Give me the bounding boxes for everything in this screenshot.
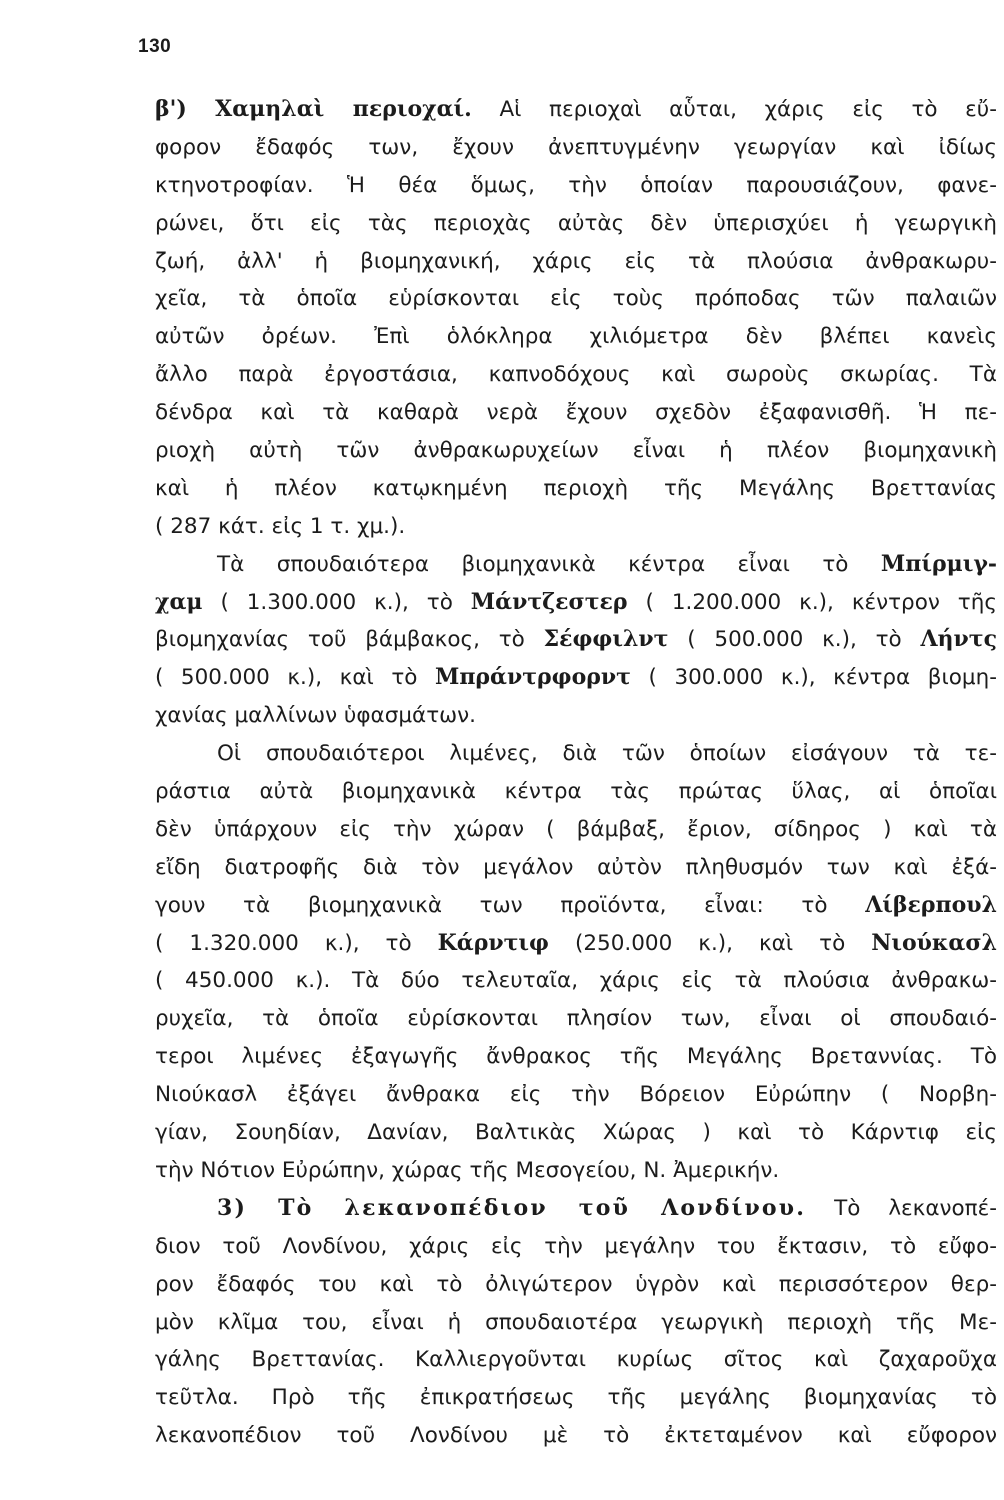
text-run: ζωή, ἀλλ' ἡ βιομηχανική, χάρις εἰς τὰ πλούσια ἀνθρακωρυ- bbox=[155, 248, 997, 274]
bold-term: χαμ bbox=[155, 588, 203, 615]
bold-term: Νιούκασλ bbox=[871, 929, 997, 956]
bold-term: Μπίρμιγ- bbox=[880, 550, 997, 577]
text-run: φορον ἔδαφός των, ἔχουν ἀνεπτυγμένην γεωργίαν καὶ ἰδίως bbox=[155, 134, 997, 160]
text-run: χανίας μαλλίνων ὑφασμάτων. bbox=[155, 703, 476, 729]
text-line bbox=[155, 1228, 997, 1266]
text-line bbox=[155, 280, 997, 318]
text-run: (250.000 κ.), καὶ τὸ bbox=[548, 930, 872, 956]
text-line bbox=[155, 584, 997, 622]
text-run: ριοχὴ αὐτὴ τῶν ἀνθρακωρυχείων εἶναι ἡ πλέον βιομηχανικὴ bbox=[155, 438, 997, 464]
text-run: ( 500.000 κ.), καὶ τὸ bbox=[155, 665, 435, 691]
page-number: 130 bbox=[138, 36, 172, 57]
text-line bbox=[155, 849, 997, 887]
text-line bbox=[155, 925, 997, 963]
text-line bbox=[155, 697, 997, 735]
text-line bbox=[155, 1190, 997, 1228]
text-line bbox=[155, 1417, 997, 1455]
text-run: κτηνοτροφίαν. Ἡ θέα ὅμως, τὴν ὁποίαν παρουσιάζουν, φανε- bbox=[155, 172, 997, 198]
text-run: ἄλλο παρὰ ἐργοστάσια, καπνοδόχους καὶ σωροὺς σκωρίας. Τὰ bbox=[155, 362, 997, 388]
bold-term: Λίβερπουλ bbox=[865, 891, 997, 918]
text-line bbox=[155, 811, 997, 849]
text-run: τεῦτλα. Πρὸ τῆς ἐπικρατήσεως τῆς μεγάλης βιομηχανίας τὸ bbox=[155, 1385, 997, 1411]
text-run: γουν τὰ βιομηχανικὰ των προϊόντα, εἶναι: τὸ bbox=[155, 892, 866, 918]
text-line bbox=[155, 167, 997, 205]
text-line bbox=[155, 1152, 997, 1190]
bold-term: Μπράντρφορντ bbox=[434, 664, 631, 691]
text-run: ( 500.000 κ.), τὸ bbox=[668, 627, 921, 653]
text-run: λεκανοπέδιον τοῦ Λονδίνου μὲ τὸ ἐκτεταμένον καὶ εὔφορον bbox=[155, 1423, 997, 1449]
text-run: δὲν ὑπάρχουν εἰς τὴν χώραν ( βάμβαξ, ἔριον, σίδηρος ) καὶ τὰ bbox=[155, 816, 997, 842]
text-run: τὴν Νότιον Εὐρώπην, χώρας τῆς Μεσογείου, Ν. Ἀμερικήν. bbox=[155, 1157, 780, 1183]
text-line bbox=[155, 962, 997, 1000]
bold-term: Μάντζεστερ bbox=[470, 588, 628, 615]
body-text bbox=[155, 91, 997, 1455]
text-line bbox=[155, 1379, 997, 1417]
text-line bbox=[155, 1341, 997, 1379]
text-run: μὸν κλῖμα του, εἶναι ἡ σπουδαιοτέρα γεωργικὴ περιοχὴ τῆς Με- bbox=[155, 1309, 997, 1335]
bold-term: Λήντς bbox=[920, 626, 997, 653]
text-run: ( 1.300.000 κ.), τὸ bbox=[202, 589, 471, 615]
text-run: ( 450.000 κ.). Τὰ δύο τελευταῖα, χάρις εἰς τὰ πλούσια ἀνθρακω- bbox=[155, 968, 997, 994]
text-run: ( 287 κάτ. εἰς 1 τ. χμ.). bbox=[155, 513, 406, 539]
text-run: Αἱ περιοχαὶ αὗται, χάρις εἰς τὸ εὔ- bbox=[471, 97, 997, 122]
text-run: ρώνει, ὅτι εἰς τὰς περιοχὰς αὐτὰς δὲν ὑπερισχύει ἡ γεωργικὴ bbox=[155, 210, 997, 236]
bold-term: β') Χαμηλαὶ περιοχαί. bbox=[155, 96, 472, 122]
text-run: καὶ ἡ πλέον κατῳκημένη περιοχὴ τῆς Μεγάλης Βρεττανίας bbox=[155, 475, 997, 501]
text-line bbox=[155, 129, 997, 167]
text-line bbox=[155, 1266, 997, 1304]
text-run: Νιούκασλ ἐξάγει ἄνθρακα εἰς τὴν Βόρειον Εὐρώπην ( Νορβη- bbox=[155, 1082, 997, 1108]
text-line bbox=[155, 887, 997, 925]
text-run: ( 1.200.000 κ.), κέντρον τῆς bbox=[627, 589, 997, 615]
text-run: ( 1.320.000 κ.), τὸ bbox=[155, 930, 438, 956]
text-line bbox=[155, 1114, 997, 1152]
text-run: χεῖα, τὰ ὁποῖα εὑρίσκονται εἰς τοὺς πρόποδας τῶν παλαιῶν bbox=[155, 286, 997, 312]
section-heading: 3) Τὸ λεκανοπέδιον τοῦ Λονδίνου. bbox=[217, 1194, 807, 1221]
text-line bbox=[155, 1000, 997, 1038]
text-run: εἴδη διατροφῆς διὰ τὸν μεγάλον αὐτὸν πληθυσμόν των καὶ ἐξά- bbox=[155, 854, 997, 880]
text-line bbox=[155, 318, 997, 356]
text-run: ράστια αὐτὰ βιομηχανικὰ κέντρα τὰς πρώτας ὕλας, αἱ ὁποῖαι bbox=[155, 779, 997, 805]
text-run: ρυχεῖα, τὰ ὁποῖα εὑρίσκονται πλησίον των, εἶναι οἱ σπουδαιό- bbox=[155, 1006, 997, 1032]
text-line bbox=[155, 659, 997, 697]
text-run: ρον ἔδαφός του καὶ τὸ ὀλιγώτερον ὑγρὸν καὶ περισσότερον θερ- bbox=[155, 1271, 997, 1297]
text-run: Τὰ σπουδαιότερα βιομηχανικὰ κέντρα εἶναι τὸ bbox=[217, 551, 881, 577]
text-line bbox=[155, 621, 997, 659]
text-line bbox=[155, 546, 997, 584]
text-line bbox=[155, 205, 997, 243]
text-run: τεροι λιμένες ἐξαγωγῆς ἄνθρακος τῆς Μεγάλης Βρεταννίας. Τὸ bbox=[155, 1044, 997, 1070]
text-run: Οἱ σπουδαιότεροι λιμένες, διὰ τῶν ὁποίων εἰσάγουν τὰ τε- bbox=[217, 741, 997, 767]
text-run: διον τοῦ Λονδίνου, χάρις εἰς τὴν μεγάλην του ἔκτασιν, τὸ εὔφο- bbox=[155, 1233, 997, 1259]
text-run: γίαν, Σουηδίαν, Δανίαν, Βαλτικὰς Χώρας ) καὶ τὸ Κάρντιφ εἰς bbox=[155, 1120, 997, 1146]
text-run: Τὸ λεκανοπέ- bbox=[806, 1195, 998, 1221]
text-line bbox=[155, 243, 997, 281]
text-line bbox=[155, 1076, 997, 1114]
text-run: γάλης Βρεττανίας. Καλλιεργοῦνται κυρίως σῖτος καὶ ζαχαροῦχα bbox=[155, 1347, 997, 1373]
text-line bbox=[155, 1304, 997, 1342]
text-line bbox=[155, 735, 997, 773]
bold-term: Κάρντιφ bbox=[437, 929, 549, 956]
text-run: δένδρα καὶ τὰ καθαρὰ νερὰ ἔχουν σχεδὸν ἐξαφανισθῆ. Ἡ πε- bbox=[155, 400, 997, 426]
text-line bbox=[155, 470, 997, 508]
text-line bbox=[155, 508, 997, 546]
text-run: ( 300.000 κ.), κέντρα βιομη- bbox=[630, 665, 997, 691]
text-line bbox=[155, 394, 997, 432]
bold-term: Σέφφιλντ bbox=[543, 626, 669, 653]
text-line bbox=[155, 773, 997, 811]
text-run: αὐτῶν ὀρέων. Ἐπὶ ὁλόκληρα χιλιόμετρα δὲν βλέπει κανεὶς bbox=[155, 324, 997, 350]
text-line bbox=[155, 1038, 997, 1076]
text-line bbox=[155, 432, 997, 470]
text-line bbox=[155, 356, 997, 394]
text-run: βιομηχανίας τοῦ βάμβακος, τὸ bbox=[155, 627, 544, 653]
text-line bbox=[155, 91, 997, 129]
